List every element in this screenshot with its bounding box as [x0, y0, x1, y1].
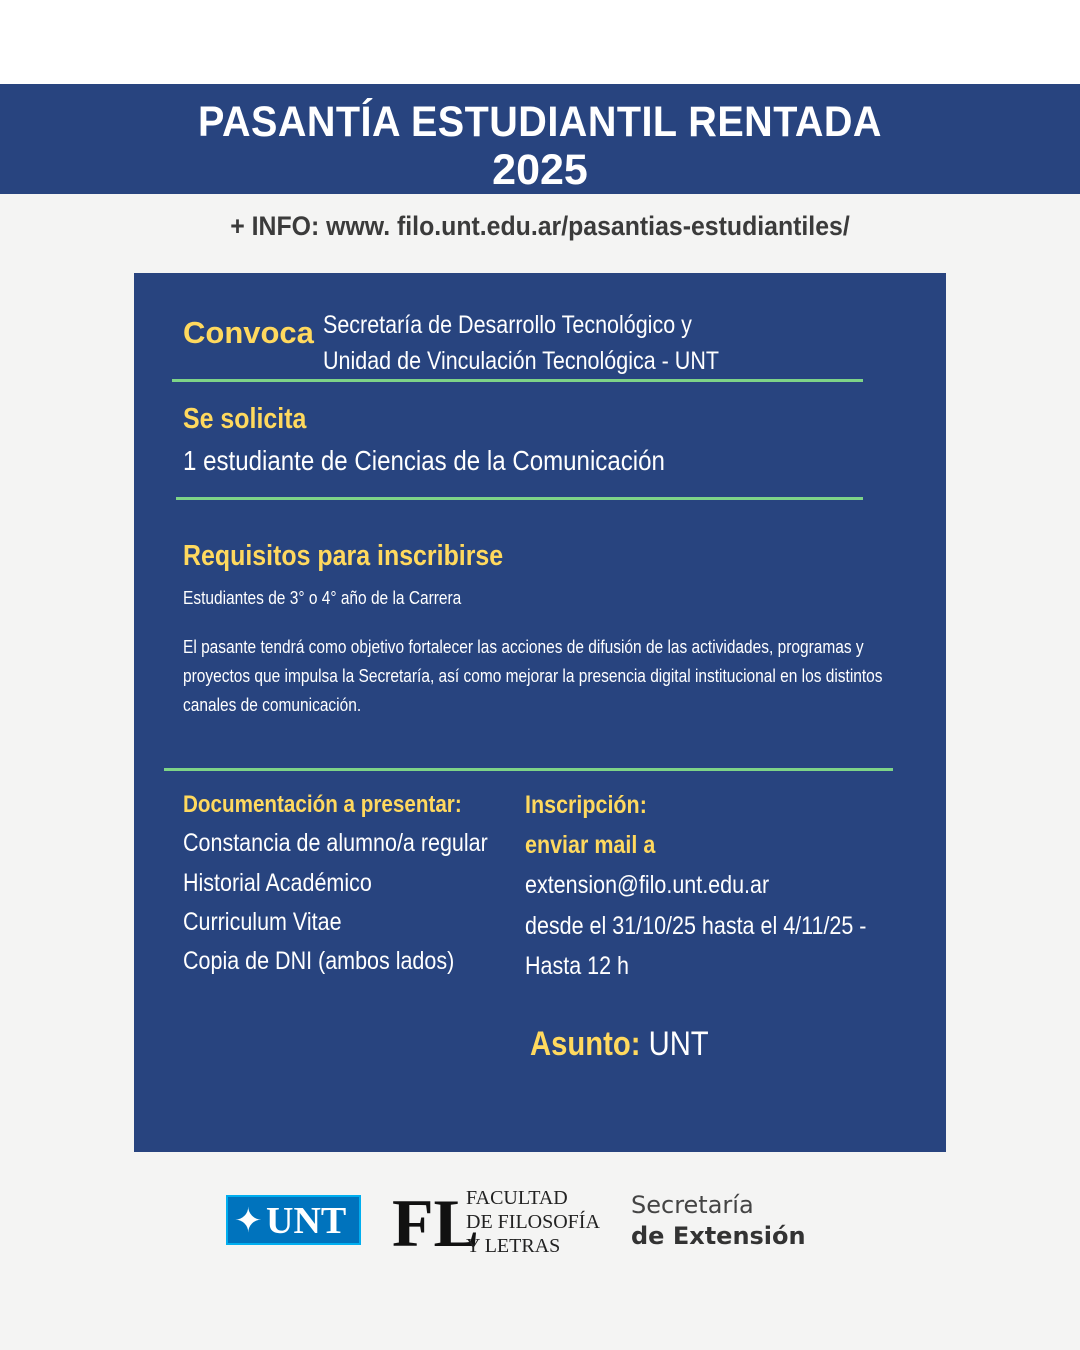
documentacion-item-1: Constancia de alumno/a regular [183, 829, 488, 857]
documentacion-item-2: Historial Académico [183, 869, 372, 897]
requisitos-item: Estudiantes de 3° o 4° año de la Carrera [183, 588, 462, 608]
header-banner [0, 84, 1080, 194]
asunto-line [530, 1025, 709, 1064]
unt-logo-text: UNT [266, 1200, 347, 1242]
convoca-line2: Unidad de Vinculación Tecnológica - UNT [323, 347, 719, 375]
secretaria-line2: de Extensión [631, 1222, 806, 1250]
footer-logos [0, 1180, 1080, 1260]
secretaria-logo-text [631, 1190, 806, 1252]
inscripcion-dates: desde el 31/10/25 hasta el 4/11/25 - [525, 912, 867, 940]
top-margin [0, 0, 1080, 84]
asunto-label: Asunto: [530, 1025, 641, 1063]
documentacion-label: Documentación a presentar: [183, 791, 462, 818]
facultad-line2: DE FILOSOFÍA [466, 1211, 600, 1233]
divider-2 [176, 497, 863, 500]
facultad-line1: FACULTAD [466, 1187, 568, 1209]
fl-logo-mark [390, 1184, 479, 1261]
page-title-year: 2025 [492, 146, 588, 194]
unt-logo [226, 1195, 361, 1245]
star-icon: ✦ [234, 1202, 263, 1240]
inscripcion-email-link[interactable]: extension@filo.unt.edu.ar [525, 871, 770, 899]
requisitos-desc-line2: proyectos que impulsa la Secretaría, así como mejorar la presencia digital institucional en los distintos [183, 666, 883, 686]
divider-1 [172, 379, 863, 382]
requisitos-desc-line3: canales de comunicación. [183, 695, 362, 715]
page-title: PASANTÍA ESTUDIANTIL RENTADA [198, 98, 882, 146]
fl-logo-mark-text: FL [392, 1185, 479, 1261]
inscripcion-time: Hasta 12 h [525, 952, 629, 980]
documentacion-item-4: Copia de DNI (ambos lados) [183, 947, 455, 975]
inscripcion-sublabel: enviar mail a [525, 831, 656, 859]
facultad-logo-text [466, 1186, 600, 1258]
documentacion-item-3: Curriculum Vitae [183, 908, 342, 936]
facultad-line3: Y LETRAS [466, 1235, 561, 1257]
convoca-line1: Secretaría de Desarrollo Tecnológico y [323, 311, 692, 339]
content-panel [134, 273, 946, 1152]
solicita-label: Se solicita [183, 403, 307, 435]
solicita-value: 1 estudiante de Ciencias de la Comunicación [183, 445, 665, 476]
requisitos-desc-line1: El pasante tendrá como objetivo fortalecer las acciones de difusión de las actividades, programas y [183, 637, 864, 657]
info-link[interactable]: + INFO: www. filo.unt.edu.ar/pasantias-estudiantiles/ [230, 211, 850, 241]
requisitos-label: Requisitos para inscribirse [183, 540, 504, 572]
asunto-value: UNT [648, 1025, 709, 1063]
convoca-label: Convoca [183, 315, 314, 350]
secretaria-line1: Secretaría [631, 1191, 754, 1219]
divider-3 [164, 768, 893, 771]
inscripcion-label: Inscripción: [525, 791, 647, 819]
